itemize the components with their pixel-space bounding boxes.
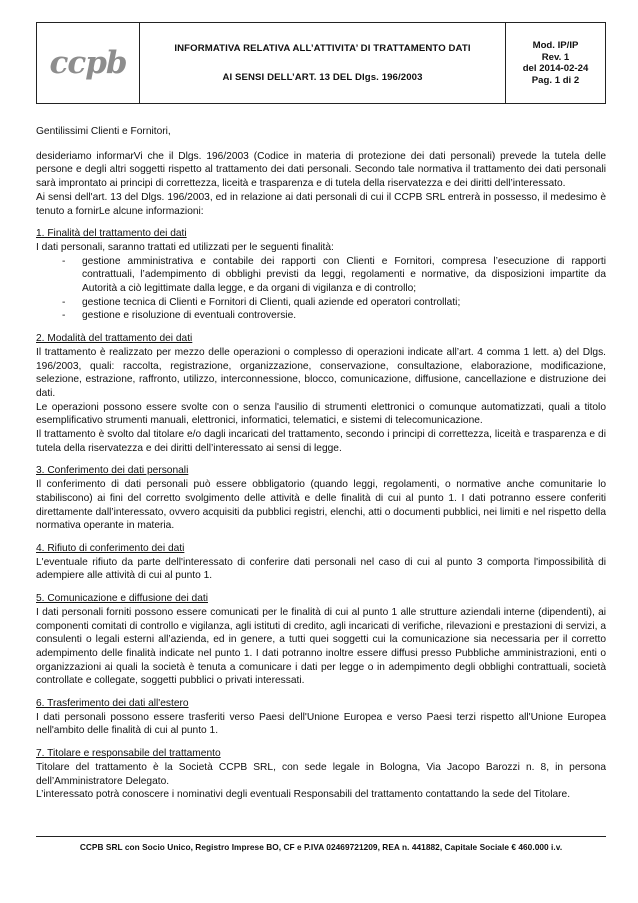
section-1-title: 1. Finalità del trattamento dei dati [36,228,187,240]
section-7-title: 7. Titolare e responsabile del trattamento [36,748,221,760]
section-5-title: 5. Comunicazione e diffusione dei dati [36,593,208,605]
section-6-title: 6. Trasferimento dei dati all'estero [36,698,189,710]
greeting: Gentilissimi Clienti e Fornitori, [36,126,171,137]
document-footer: CCPB SRL con Socio Unico, Registro Imprese BO, CF e P.IVA 02469721209, REA n. 441882, Capitale Sociale € 460.000 i.v. [79,842,563,852]
section-7-paragraph-2: L’interessato potrà conoscere i nominativi degli eventuali Responsabili del trattamento contattando la sede del Titolare. [36,789,571,801]
logo-text: ccpb [49,45,127,81]
document-header [36,22,606,104]
intro-paragraph-2: Ai sensi dell'art. 13 del Dlgs. 196/2003, ed in relazione ai dati personali di cui il CCPB SRL entrerà in possesso, il medesimo è tenuto a fornirLe alcune informazioni: [36,191,606,217]
section-4-title: 4. Rifiuto di conferimento dei dati [36,542,185,554]
form-code: Mod. IP/IP [532,40,579,51]
title-line-1: INFORMATIVA RELATIVA ALL’ATTIVITA’ DI TRATTAMENTO DATI [174,43,471,54]
section-1-text: I dati personali, saranno trattati ed utilizzati per le seguenti finalità: [36,241,334,253]
title-line-2: AI SENSI DELL’ART. 13 DEL Dlgs. 196/2003 [222,72,423,83]
list-item: - gestione amministrativa e contabile dei rapporti con Clienti e Fornitori, compresa l’esecuzione di rapporti contrattuali, l’adempimento di obblighi previsti da leggi, regolamenti e normative, da disposizioni impartite da Autorità a ciò legittimate dalla legge, e da organi di vigilanza e di controllo; [36,255,606,296]
revision: Rev. 1 [541,51,570,63]
section-6-text: I dati personali possono essere trasferiti verso Paesi dell'Unione Europea e verso Paesi terzi rispetto all'Unione Europea nell'ambito delle finalità di cui al punto 1. [36,711,606,737]
section-5-text: I dati personali forniti possono essere comunicati per le finalità di cui al punto 1 alle strutture aziendali interne (dipendenti), ai componenti comitati di controllo e vigilanza, agli istituti di credito, agli incaricati di verifiche, rilevazioni e prestazioni di servizi, a consulenti o legali esterni all’azienda, ed in genere, a tutti quei soggetti cui la comunicazione sia necessaria per il corretto adempimento delle finalità indicate nel punto 1. I dati potranno inoltre essere diffusi presso Pubbliche amministrazioni, enti o organizzazioni ai quali la società è tenuta a comunicare i dati per legge o in adempimento degli obblighi contrattuali, società controllate e collegate, soggetti pubblici o privati interessati. [36,606,606,687]
section-4-text: L'eventuale rifiuto da parte dell'interessato di conferire dati personali nel caso di cui al punto 3 comporta l'impossibilità di adempiere alle attività di cui al punto 1. [36,556,606,582]
list-item: - gestione e risoluzione di eventuali controversie. [36,309,606,323]
section-1-list [36,255,606,324]
section-2-paragraph-3: Il trattamento è svolto dal titolare e/o dagli incaricati del trattamento, secondo i principi di correttezza, liceità e trasparenza e di tutela della riservatezza e dei diritti dell’interessato ai sensi di legge. [36,429,606,454]
intro-paragraph-1: desideriamo informarVi che il Dlgs. 196/2003 (Codice in materia di protezione dei dati personali) prevede la tutela delle persone e degli altri soggetti rispetto al trattamento dei dati personali. Secondo tale normativa il trattamento dei dati personali sarà improntato ai principi di correttezza, liceità e trasparenza e di tutela della riservatezza e dei diritti dell’interessato. [36,150,606,190]
section-2-paragraph-2: Le operazioni possono essere svolte con o senza l'ausilio di strumenti elettronici o comunque automatizzati, quali a titolo esemplificativo strumenti manuali, elettronici, informatici, telematici, e sistemi di telecomunicazione. [36,401,606,427]
section-7-paragraph-1: Titolare del trattamento è la Società CCPB SRL, con sede legale in Bologna, Via Jacopo Barozzi n. 8, in persona dell’Amministratore Delegato. [36,761,606,787]
company-logo [37,23,140,103]
document-body [36,125,606,802]
document-title [140,23,506,103]
section-3-text: Il conferimento di dati personali può essere obbligatorio (quando leggi, regolamenti, o normative anche comunitarie lo stabiliscono) ai fini del corretto svolgimento delle attività e delle finalità di cui al punto 1. I dati potranno essere conferiti direttamente dall’interessato, ovvero acquisiti da pubblici registri, elenchi, atti o documenti pubblici, nei limiti e nel rispetto della normativa operante in materia. [36,479,606,532]
section-2-paragraph-1: Il trattamento è realizzato per mezzo delle operazioni o complesso di operazioni indicate all’art. 4 comma 1 lett. a) del Dlgs. 196/2003, quali: raccolta, registrazione, organizzazione, conservazione, consultazione, elaborazione, modificazione, selezione, estrazione, raffronto, utilizzo, interconnessione, blocco, comunicazione, diffusione, cancellazione e distruzione dei dati. [36,346,606,399]
footer-divider [36,836,606,837]
revision-date: del 2014-02-24 [522,63,589,74]
document-revision-box [506,23,605,103]
list-item: - gestione tecnica di Clienti e Fornitori di Clienti, quali aziende ed operatori controllati; [36,296,606,310]
page-number: Pag. 1 di 2 [531,74,580,86]
section-2-title: 2. Modalità del trattamento dei dati [36,333,193,345]
section-3-title: 3. Conferimento dei dati personali [36,465,189,477]
